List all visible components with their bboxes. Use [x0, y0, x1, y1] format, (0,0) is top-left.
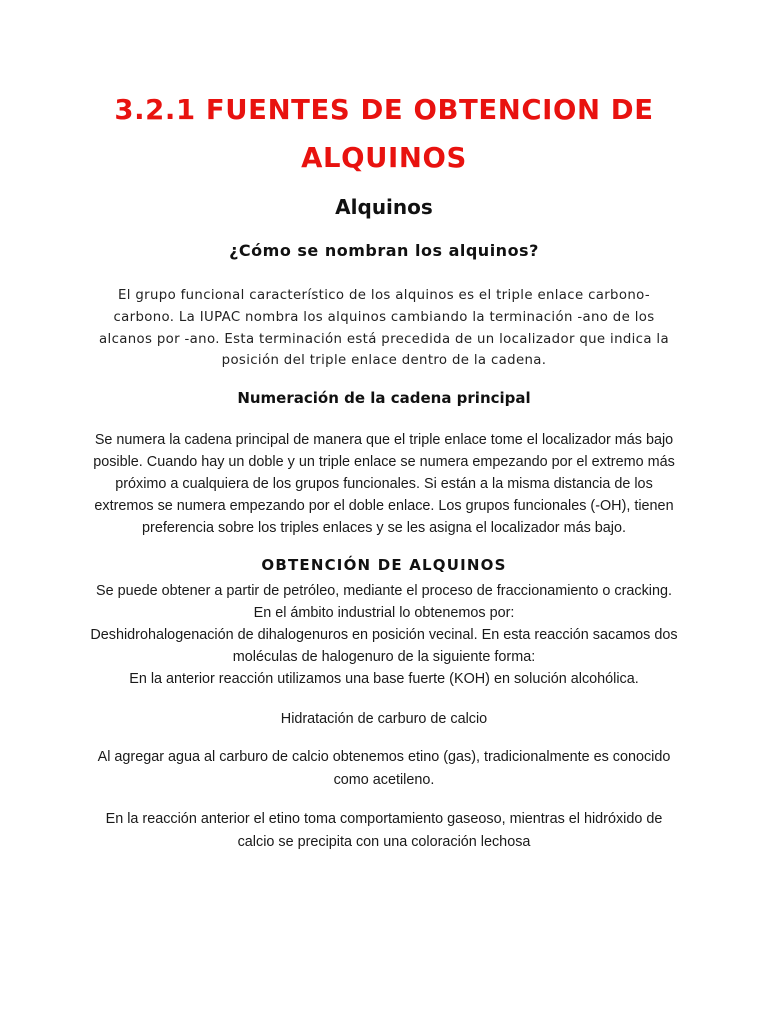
- paragraph-line: moléculas de halogenuro de la siguiente forma:: [232, 649, 536, 666]
- paragraph-line: extremos se numera empezando por el doble enlace. Los grupos funcionales (-OH), tienen: [94, 497, 674, 514]
- paragraph-line: calcio se precipita con una coloración lechosa: [237, 833, 531, 850]
- paragraph-line: preferencia sobre los triples enlaces y se les asigna el localizador más bajo.: [142, 519, 626, 536]
- paragraph-line: En la anterior reacción utilizamos una base fuerte (KOH) en solución alcohólica.: [129, 671, 639, 688]
- paragraph-line: En la reacción anterior el etino toma comportamiento gaseoso, mientras el hidróxido de: [105, 811, 663, 827]
- paragraph-etino-gaseoso: [90, 808, 678, 853]
- paragraph-obtencion: [80, 580, 688, 690]
- paragraph-line: posición del triple enlace dentro de la cadena.: [221, 353, 547, 369]
- section-heading-alquinos: Alquinos: [335, 195, 433, 219]
- paragraph-line: Al agregar agua al carburo de calcio obtenemos etino (gas), tradicionalmente es conocido: [97, 749, 671, 765]
- section-heading-obtencion: OBTENCIÓN DE ALQUINOS: [261, 556, 507, 574]
- paragraph-line: Se numera la cadena principal de manera que el triple enlace tome el localizador más bajo: [94, 432, 674, 448]
- paragraph-line: El grupo funcional característico de los alquinos es el triple enlace carbono-: [118, 288, 650, 303]
- paragraph-agua-carburo: [90, 746, 678, 791]
- page-title-line-1: 3.2.1 FUENTES DE OBTENCION DE: [114, 94, 654, 126]
- paragraph-line: Deshidrohalogenación de dihalogenuros en posición vecinal. En esta reacción sacamos dos: [90, 627, 678, 644]
- paragraph-line: como acetileno.: [333, 771, 435, 788]
- paragraph-line: alcanos por -ano. Esta terminación está precedida de un localizador que indica la: [99, 331, 669, 347]
- page-title-line-2: ALQUINOS: [301, 142, 467, 174]
- section-heading-numeracion: Numeración de la cadena principal: [237, 389, 531, 407]
- page-title: [80, 86, 688, 182]
- section-heading-como-se-nombran: ¿Cómo se nombran los alquinos?: [229, 241, 539, 260]
- paragraph-grupo-funcional: [96, 285, 672, 372]
- paragraph-line: carbono. La IUPAC nombra los alquinos cambiando la terminación -ano de los: [113, 309, 655, 325]
- paragraph-line: Se puede obtener a partir de petróleo, mediante el proceso de fraccionamiento o cracking.: [96, 583, 672, 599]
- paragraph-numeracion: [90, 430, 678, 540]
- paragraph-line: posible. Cuando hay un doble y un triple enlace se numera empezando por el extremo más: [93, 453, 675, 470]
- paragraph-line: En el ámbito industrial lo obtenemos por:: [253, 605, 515, 622]
- paragraph-hidratacion: Hidratación de carburo de calcio: [280, 711, 488, 727]
- paragraph-line: próximo a cualquiera de los grupos funcionales. Si están a la misma distancia de los: [115, 475, 653, 492]
